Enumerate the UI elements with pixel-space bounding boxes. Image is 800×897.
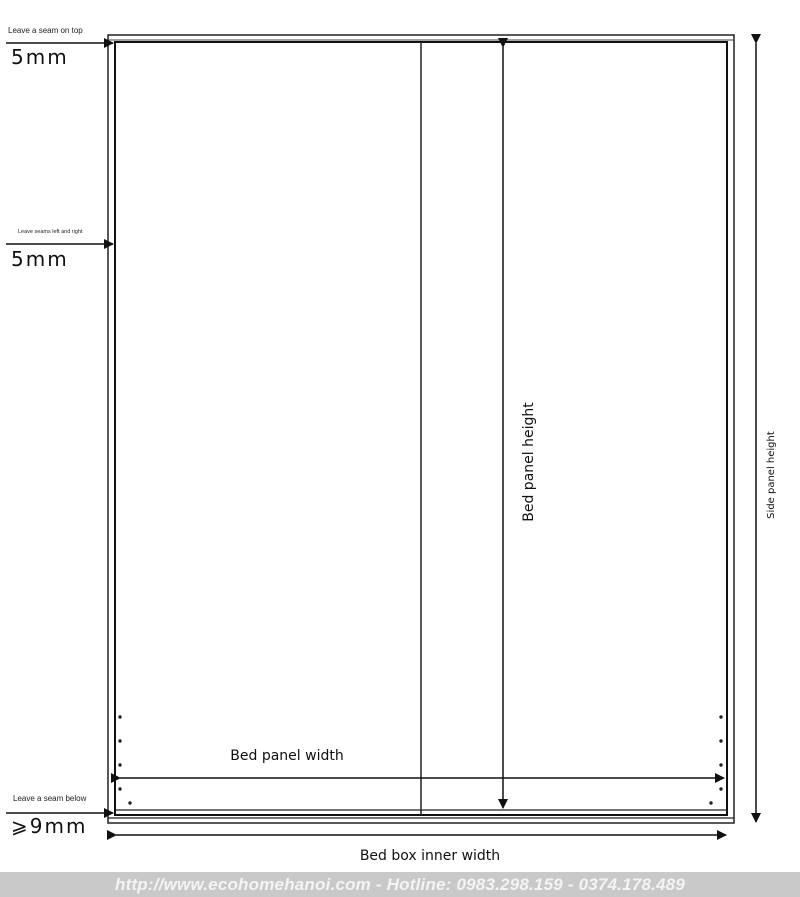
footer-contact-text: http://www.ecohomehanoi.com - Hotline: 0983.298.159 - 0374.178.489 — [115, 874, 685, 894]
bed-box-inner-width-label: Bed box inner width — [359, 848, 501, 864]
bed-panel-width-label: Bed panel width — [230, 748, 344, 764]
left-hinge-dots — [118, 715, 131, 804]
side-seam-value: 5mm — [11, 247, 69, 271]
footer-bar — [0, 872, 800, 897]
side-panel-height-label: Side panel height — [766, 431, 777, 519]
bed-panel-height-label: Bed panel height — [521, 402, 537, 522]
bottom-seam-note: Leave a seam below — [13, 794, 87, 803]
bottom-seam-value: ⩾9mm — [11, 814, 88, 838]
right-hinge-dots — [709, 715, 722, 804]
top-seam-note: Leave a seam on top — [8, 26, 83, 35]
top-seam-value: 5mm — [11, 45, 69, 69]
side-seam-note: Leave seams left and right — [18, 229, 83, 235]
